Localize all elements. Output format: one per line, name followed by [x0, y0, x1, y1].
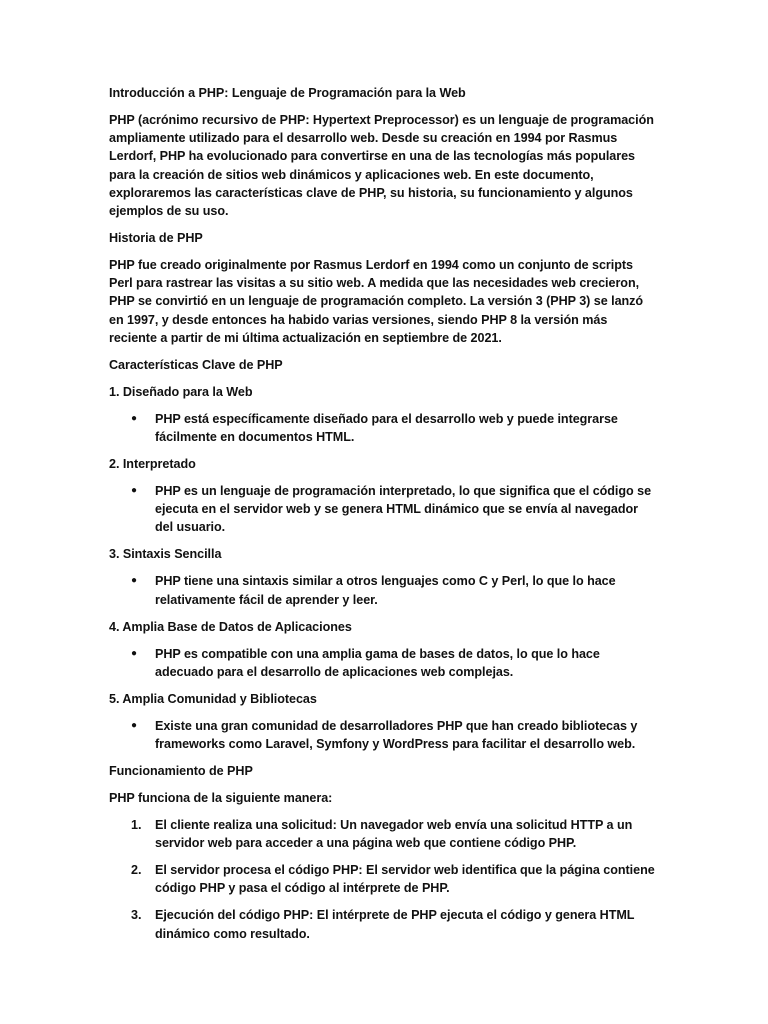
feature-title: 1. Diseñado para la Web — [109, 384, 253, 399]
how-heading: Funcionamiento de PHP — [109, 764, 253, 779]
bullet-icon: ● — [131, 412, 137, 424]
history-paragraph: PHP fue creado originalmente por Rasmus Lerdorf en 1994 como un conjunto de scripts Perl para rastrear las visitas a su sitio web. A medida que las necesidades web crecieron, PHP se convirtió en un lenguaje de programación completo. La versión 3 (PHP 3) se lanzó en 1997, y desde entonces ha habido varias versiones, siendo PHP 8 la versión más reciente a partir de mi última actualización en septiembre de 2021. — [109, 258, 644, 345]
feature-bullet — [109, 482, 657, 537]
history-heading: Historia de PHP — [109, 231, 203, 246]
step-number: 1. — [131, 818, 142, 833]
feature-bullet — [109, 645, 657, 681]
step-text: El servidor procesa el código PHP: El servidor web identifica que la página contiene código PHP y pasa el código al intérprete de PHP. — [155, 863, 655, 896]
bullet-icon: ● — [131, 647, 137, 659]
step-item — [109, 861, 657, 897]
feature-bullet-text: PHP es compatible con una amplia gama de bases de datos, lo que lo hace adecuado para el desarrollo de aplicaciones web complejas. — [155, 646, 600, 679]
feature-title: 2. Interpretado — [109, 457, 196, 472]
step-item — [109, 906, 657, 942]
feature-title: 4. Amplia Base de Datos de Aplicaciones — [109, 619, 352, 634]
feature-title: 5. Amplia Comunidad y Bibliotecas — [109, 691, 317, 706]
step-item — [109, 816, 657, 852]
feature-bullet — [109, 572, 657, 608]
step-number: 2. — [131, 863, 142, 878]
features-heading: Características Clave de PHP — [109, 357, 283, 372]
feature-bullet-text: PHP es un lenguaje de programación interpretado, lo que significa que el código se ejecuta en el servidor web y se genera HTML dinámico que se envía al navegador del usuario. — [155, 484, 652, 535]
feature-title: 3. Sintaxis Sencilla — [109, 547, 222, 562]
document-title: Introducción a PHP: Lenguaje de Programación para la Web — [109, 86, 466, 100]
bullet-icon: ● — [131, 575, 137, 587]
step-text: El cliente realiza una solicitud: Un navegador web envía una solicitud HTTP a un servidor web para acceder a una página web que contiene código PHP. — [155, 818, 633, 851]
feature-bullet — [109, 717, 657, 753]
bullet-icon: ● — [131, 485, 137, 497]
document-page — [109, 84, 657, 952]
how-intro: PHP funciona de la siguiente manera: — [109, 791, 333, 806]
step-number: 3. — [131, 908, 142, 923]
feature-bullet-text: PHP tiene una sintaxis similar a otros lenguajes como C y Perl, lo que lo hace relativamente fácil de aprender y leer. — [155, 574, 616, 607]
intro-paragraph: PHP (acrónimo recursivo de PHP: Hypertext Preprocessor) es un lenguaje de programación ampliamente utilizado para el desarrollo web. Desde su creación en 1994 por Rasmus Lerdorf, PHP ha evolucionado para convertirse en una de las tecnologías más populares para la creación de sitios web dinámicos y aplicaciones web. En este documento, exploraremos las características clave de PHP, su historia, su funcionamiento y algunos ejemplos de su uso. — [109, 113, 654, 219]
feature-bullet-text: PHP está específicamente diseñado para el desarrollo web y puede integrarse fácilmente en documentos HTML. — [155, 411, 618, 445]
feature-bullet — [109, 410, 657, 446]
feature-bullet-text: Existe una gran comunidad de desarrolladores PHP que han creado bibliotecas y frameworks como Laravel, Symfony y WordPress para facilitar el desarrollo web. — [155, 718, 638, 752]
step-text: Ejecución del código PHP: El intérprete de PHP ejecuta el código y genera HTML dinámico como resultado. — [155, 908, 635, 941]
bullet-icon: ● — [131, 719, 137, 731]
